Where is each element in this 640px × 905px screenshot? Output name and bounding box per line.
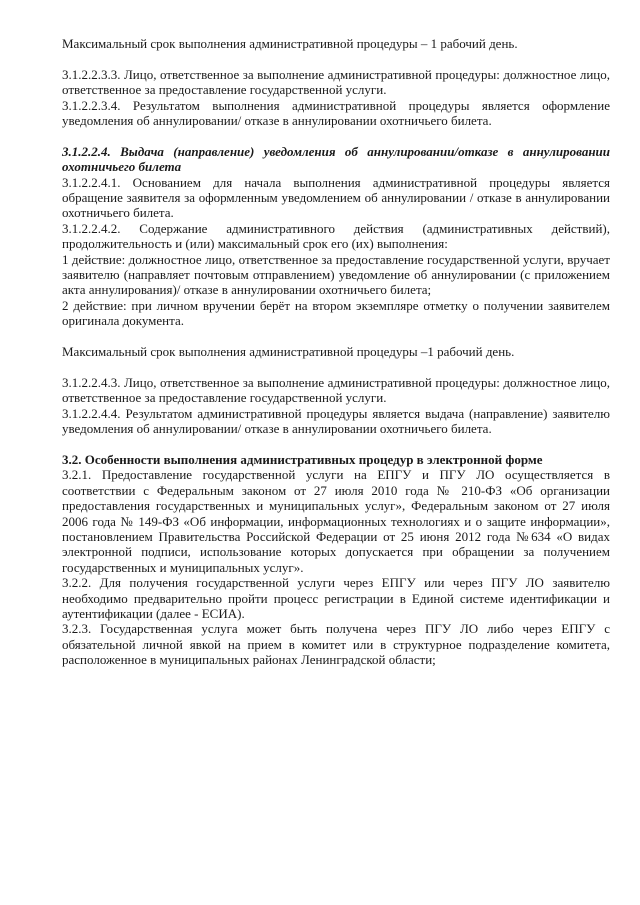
spacer: [62, 359, 610, 374]
paragraph-max-term-2: Максимальный срок выполнения административной процедуры –1 рабочий день.: [62, 344, 515, 360]
paragraph-3-1-2-2-3-3: 3.1.2.2.3.3. Лицо, ответственное за выполнение административной процедуры: должностное лицо, ответственное за предоставление государственной услуги.: [62, 66, 610, 98]
document-page: [62, 36, 610, 668]
spacer: [62, 51, 610, 66]
paragraph-max-term-1: Максимальный срок выполнения административной процедуры – 1 рабочий день.: [62, 36, 518, 51]
paragraph-action-2: 2 действие: при личном вручении берёт на втором экземпляре отметку о получении заявителем оригинала документа.: [62, 297, 610, 329]
paragraph-3-1-2-2-4-2: 3.1.2.2.4.2. Содержание административного действия (административных действий), продолжительность и (или) максимальный срок его (их) выполнения:: [62, 220, 610, 252]
paragraph-action-1: 1 действие: должностное лицо, ответственное за предоставление государственной услуги, вручает заявителю (направляет почтовым отправлением) уведомление об аннулировании (с приложением акта аннулирования)/ отказе в аннулировании охотничьего билета;: [62, 251, 610, 298]
section-heading-3-2: 3.2. Особенности выполнения административных процедур в электронной форме: [62, 451, 543, 467]
paragraph-3-2-3: 3.2.3. Государственная услуга может быть получена через ПГУ ЛО либо через ЕПГУ с обязательной личной явкой на прием в комитет или в структурное подразделение комитета, расположенное в муниципальных районах Ленинградской области;: [62, 621, 610, 668]
spacer: [62, 329, 610, 344]
paragraph-3-2-2: 3.2.2. Для получения государственной услуги через ЕПГУ или через ПГУ ЛО заявителю необходимо предварительно пройти процесс регистрации в Единой системе идентификации и аутентификации (далее - ЕСИА).: [62, 575, 610, 621]
paragraph-3-1-2-2-4-1: 3.1.2.2.4.1. Основанием для начала выполнения административной процедуры является обращение заявителя за оформленным уведомлением об аннулировании / отказе в аннулировании охотничьего билета.: [62, 174, 610, 221]
paragraph-3-1-2-2-4-4: 3.1.2.2.4.4. Результатом административной процедуры является выдача (направление) заявителю уведомления об аннулировании/ отказе в аннулировании охотничьего билета.: [62, 405, 610, 437]
paragraph-3-1-2-2-4-3: 3.1.2.2.4.3. Лицо, ответственное за выполнение административной процедуры: должностное лицо, ответственное за предоставление государственной услуги.: [62, 374, 610, 406]
spacer: [62, 128, 610, 143]
spacer: [62, 437, 610, 452]
section-heading-3-1-2-2-4: 3.1.2.2.4. Выдача (направление) уведомления об аннулировании/отказе в аннулировании охотничьего билета: [62, 143, 610, 175]
paragraph-3-2-1: 3.2.1. Предоставление государственной услуги на ЕПГУ и ПГУ ЛО осуществляется в соответствии с Федеральным законом от 27 июля 2010 года № 210-ФЗ «Об организации предоставления государственных и муниципальных услуг», Федеральным законом от 27 июля 2006 года № 149-ФЗ «Об информации, информационных технологиях и о защите информации», постановлением Правительства Российской Федерации от 25 июня 2012 года №634 «О видах электронной подписи, использование которых допускается при обращении за получением государственных и муниципальных услуг».: [62, 467, 610, 575]
paragraph-3-1-2-2-3-4: 3.1.2.2.3.4. Результатом выполнения административной процедуры является оформление уведомления об аннулировании/ отказе в аннулировании охотничьего билета.: [62, 97, 610, 129]
